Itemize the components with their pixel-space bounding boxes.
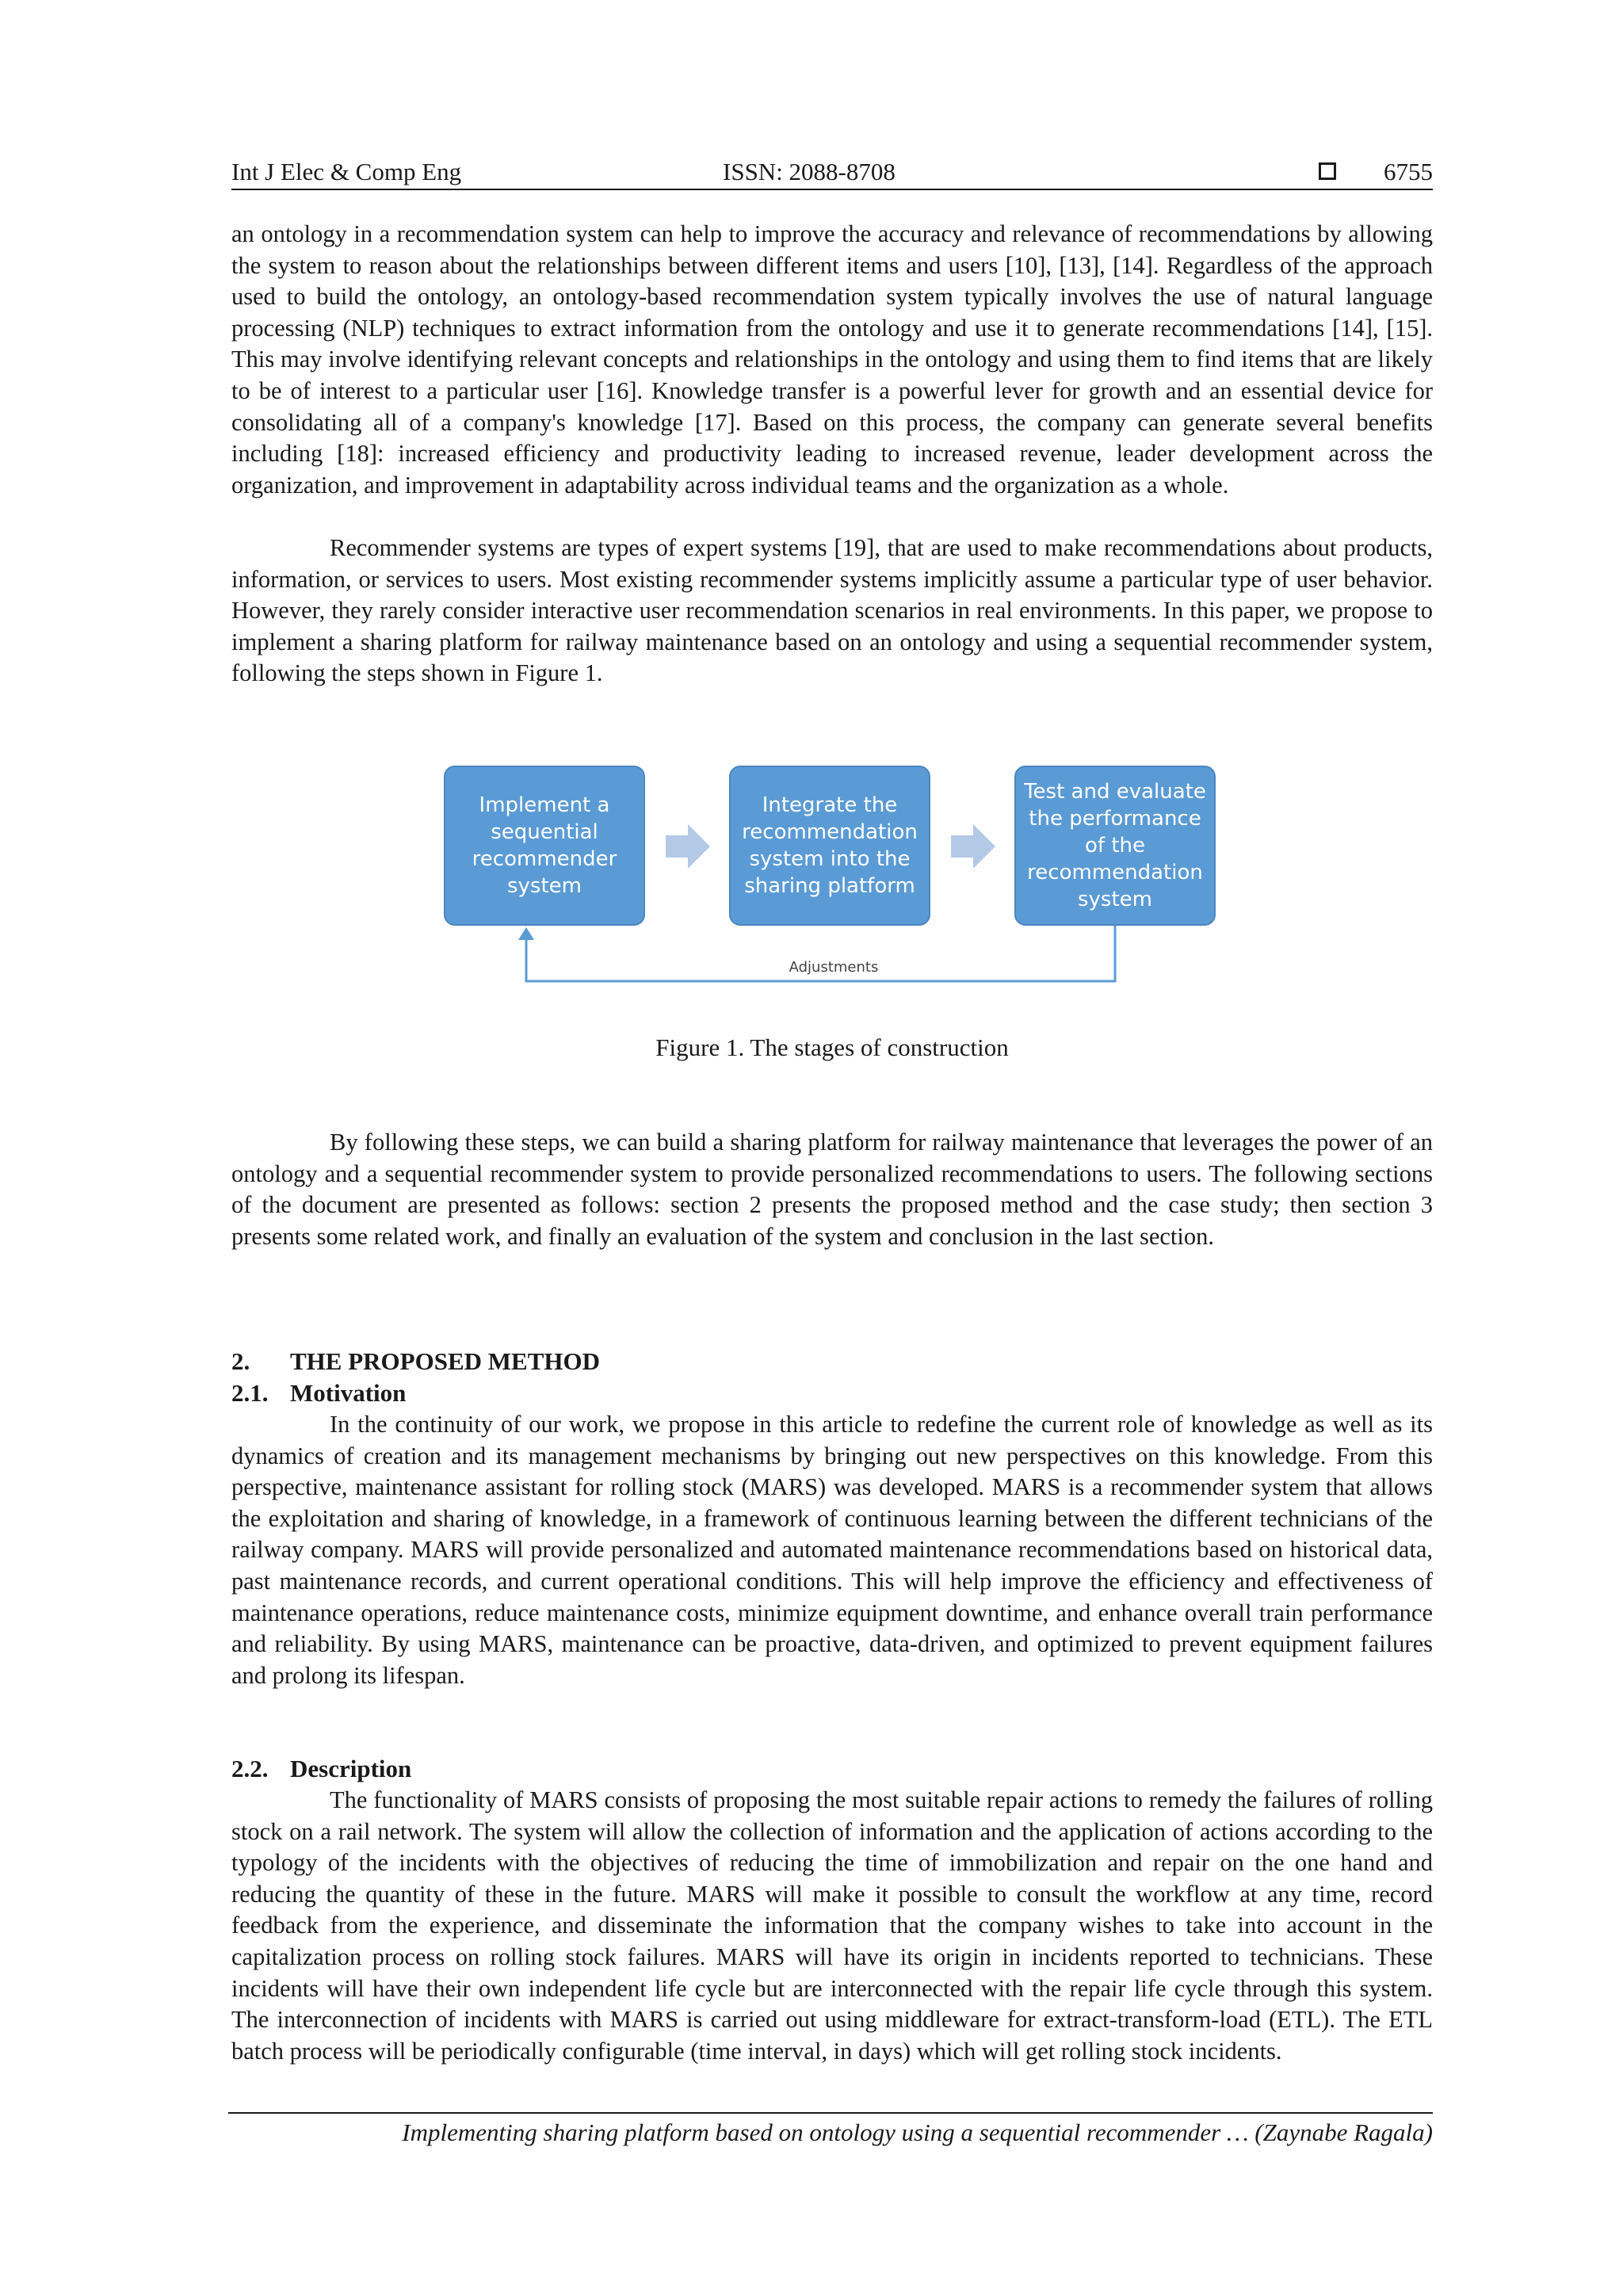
footer-divider (228, 2112, 1433, 2114)
right-arrow-icon (666, 824, 710, 869)
stage-box-implement: Implement a sequential recommender system (444, 766, 645, 926)
figure-caption: Figure 1. The stages of construction (655, 1033, 1009, 1061)
subsection-heading-motivation (231, 1377, 406, 1409)
section-number: 2. (231, 1347, 250, 1375)
stage-box-test-evaluate: Test and evaluate the performance of the recommendation system (1014, 766, 1216, 926)
paragraph-ontology-recommendation: an ontology in a recommendation system can help to improve the accuracy and relevance of recommendations by allowing the system to reason about the relationships between different items and users [10], [13], [14]. Regardless of the approach used to build the ontology, an ontology-based recommendation system typically involves the use of natural language processing (NLP) techniques to extract information from the ontology and use it to generate recommendations [14], [15]. This may involve identifying relevant concepts and relationships in the ontology and using them to find items that are likely to be of interest to a particular user [16]. Knowledge transfer is a powerful lever for growth and an essential device for consolidating all of a company's knowledge [17]. Based on this process, the company can generate several benefits including [18]: increased efficiency and productivity leading to increased revenue, leader development across the organization, and improvement in adaptability across individual teams and the organization as a whole. (231, 220, 1433, 499)
subsection-number: 2.1. (231, 1379, 269, 1407)
journal-name: Int J Elec & Comp Eng (231, 158, 462, 185)
right-arrow-icon (951, 824, 995, 869)
subsection-number: 2.2. (231, 1755, 269, 1782)
subsection-title: Motivation (290, 1379, 407, 1407)
page-number: 6755 (1384, 158, 1433, 185)
checkbox-square-icon (1319, 162, 1336, 180)
adjustments-label: Adjustments (789, 959, 879, 976)
paragraph-motivation: In the continuity of our work, we propose in this article to redefine the current role of knowledge as well as its dynamics of creation and its management mechanisms by bringing out new perspectives on this knowledge. From this perspective, maintenance assistant for rolling stock (MARS) was developed. MARS is a recommender system that allows the exploitation and sharing of knowledge, in a framework of continuous learning between the different technicians of the railway company. MARS will provide personalized and automated maintenance recommendations based on historical data, past maintenance records, and current operational conditions. This will help improve the efficiency and effectiveness of maintenance operations, reduce maintenance costs, minimize equipment downtime, and enhance overall train performance and reliability. By using MARS, maintenance can be proactive, data-driven, and optimized to prevent equipment failures and prolong its lifespan. (231, 1411, 1433, 1689)
loop-arrowhead-icon (518, 927, 534, 940)
figure-stages-of-construction (231, 761, 1433, 999)
paragraph-description: The functionality of MARS consists of proposing the most suitable repair actions to remedy the failures of rolling stock on a rail network. The system will allow the collection of information and the application of actions according to the typology of the incidents with the objectives of reducing the time of immobilization and repair on the one hand and reducing the quantity of these in the future. MARS will make it possible to consult the workflow at any time, record feedback from the experience, and disseminate the information that the company wishes to take into account in the capitalization process on rolling stock failures. MARS will have its origin in incidents reported to technicians. These incidents will have their own independent life cycle but are interconnected with the repair life cycle through this system. The interconnection of incidents with MARS is carried out using middleware for extract-transform-load (ETL). The ETL batch process will be periodically configurable (time interval, in days) which will get rolling stock incidents. (231, 1786, 1433, 2065)
paragraph-following-steps: By following these steps, we can build a sharing platform for railway maintenance that leverages the power of an ontology and a sequential recommender system to provide personalized recommendations to users. The following sections of the document are presented as follows: section 2 presents the proposed method and the case study; then section 3 presents some related work, and finally an evaluation of the system and conclusion in the last section. (231, 1129, 1433, 1250)
section-heading-proposed-method (231, 1346, 600, 1377)
stage-box-integrate: Integrate the recommendation system into the sharing platform (729, 766, 930, 926)
running-footer: Implementing sharing platform based on ontology using a sequential recommender … (Zaynabe Ragala) (402, 2118, 1433, 2146)
subsection-heading-description (231, 1753, 411, 1785)
paragraph-recommender-systems: Recommender systems are types of expert systems [19], that are used to make recommendations about products, information, or services to users. Most existing recommender systems implicitly assume a particular type of user behavior. However, they rarely consider interactive user recommendation scenarios in real environments. In this paper, we propose to implement a sharing platform for railway maintenance based on an ontology and using a sequential recommender system, following the steps shown in Figure 1. (231, 534, 1433, 687)
section-title: THE PROPOSED METHOD (290, 1347, 600, 1375)
issn: ISSN: 2088-8708 (723, 158, 896, 185)
running-header (231, 155, 1433, 190)
subsection-title: Description (290, 1755, 412, 1782)
